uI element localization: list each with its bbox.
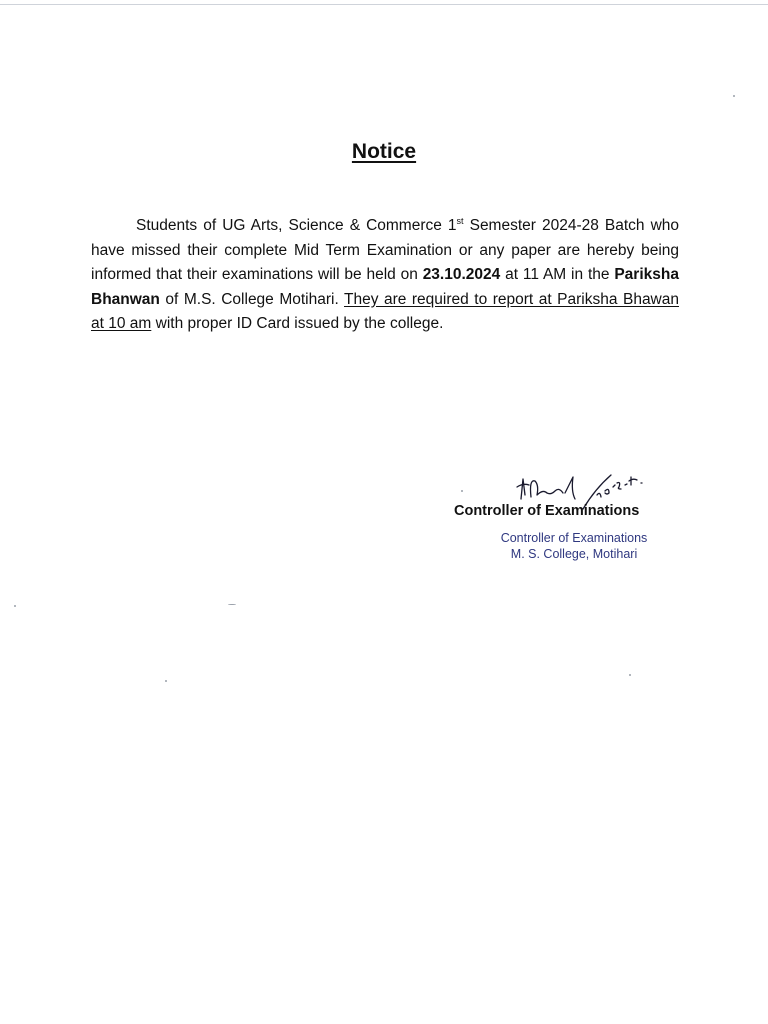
notice-body	[91, 214, 679, 337]
exam-venue: Pariksha Bhanwan	[91, 266, 679, 308]
body-text-part-2: Semester 2024-28 Batch who have missed their complete Mid Term Examination or any paper are hereby being informed that their examinations will be held on	[91, 217, 680, 283]
stamp-line-1: Controller of Examinations	[500, 531, 648, 545]
scan-top-edge	[0, 4, 768, 5]
exam-date: 23.10.2024	[422, 266, 501, 283]
signature-caption: Controller of Examinations	[454, 503, 640, 519]
scan-speck	[228, 604, 236, 605]
official-stamp	[484, 530, 664, 562]
notice-title: Notice	[351, 140, 417, 163]
scan-speck	[461, 490, 463, 492]
scan-speck	[733, 95, 735, 97]
ordinal-suffix: st	[456, 215, 464, 226]
body-text-part-5: with proper ID Card issued by the college.	[151, 315, 444, 332]
body-text-part-3: at 11 AM in the	[500, 266, 615, 283]
stamp-line-2: M. S. College, Motihari	[510, 547, 638, 561]
reporting-instruction: They are required to report at Pariksha Bhawan at 10 am	[91, 290, 679, 332]
body-text-part-4: of M.S. College Motihari.	[159, 290, 344, 308]
scan-speck	[165, 680, 167, 682]
scan-speck	[14, 605, 16, 607]
body-text-part-1: Students of UG Arts, Science & Commerce 1	[136, 217, 457, 234]
scan-speck	[629, 674, 631, 676]
